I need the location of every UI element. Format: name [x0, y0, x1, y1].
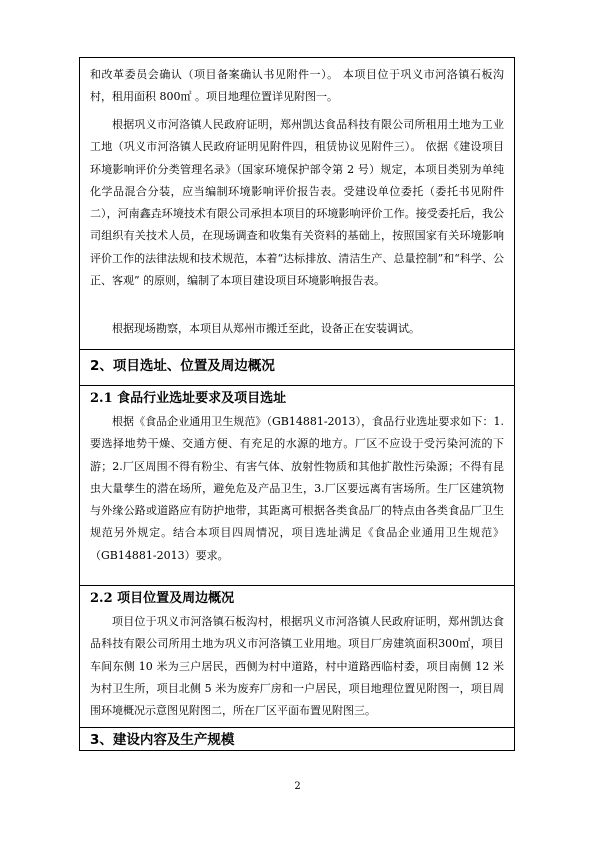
divider [80, 385, 514, 386]
section-2-2-heading: 2.2 项目位置及周边概况 [90, 591, 235, 606]
page-number: 2 [294, 781, 301, 792]
section-2-1-heading: 2.1 食品行业选址要求及项目选址 [90, 391, 287, 406]
paragraph-survey: 根据现场勘察，本项目从郑州市搬迁至此，设备正在安装调试。 [112, 322, 420, 335]
divider [80, 349, 514, 350]
paragraph-basis: 根据巩义市河洛镇人民政府证明，郑州凯达食品科技有限公司所租用土地为工业工地（巩义市河洛镇人民政府证明见附件四，租赁协议见附件三）。 依据《建设项目环境影响评价分类管理名录》（国家环境保护部令第 2 号）规定，本项目类别为单纯化学品混合分装，应当编制环境影响评价报告表。受建设单位委托（委托书见附件二），河南鑫垚环境技术有限公司承担本项目的环境影响评价工作。接受委托后，我公司组织有关技术人员，在现场调查和收集有关资料的基础上，按照国家有关环境影响评价工作的法律法规和技术规范，本着“达标排放、清洁生产、总量控制”和“科学、公正、客观” 的原则，编制了本项目建设项目环境影响报告表。 [90, 118, 504, 288]
section-2-heading: 2、项目选址、位置及周边概况 [90, 358, 275, 374]
document-table-frame [79, 57, 515, 751]
divider [80, 727, 514, 728]
divider [80, 585, 514, 586]
section-3-heading: 3、建设内容及生产规模 [90, 732, 235, 748]
paragraph-2-1: 根据《食品企业通用卫生规范》（GB14881-2013），食品行业选址要求如下：1.要选择地势干燥、交通方便、有充足的水源的地方。厂区不应设于受污染河流的下游；2.厂区周围不得有粉尘、有害气体、放射性物质和其他扩散性污染源；不得有昆虫大量孳生的潜在场所，避免危及产品卫生，3.厂区要远离有害场所。生厂区建筑物与外缘公路或道路应有防护地带，其距离可根据各类食品厂的特点由各类食品厂卫生规范另外规定。结合本项目四周情况，项目选址满足《食品企业通用卫生规范》（GB14881-2013）要求。 [90, 415, 504, 562]
paragraph-2-2: 项目位于巩义市河洛镇石板沟村，根据巩义市河洛镇人民政府证明，郑州凯达食品科技有限公司所用土地为巩义市河洛镇工业用地。项目厂房建筑面积300㎡，项目车间东侧 10 米为三户居民，西侧为村中道路，村中道路西临村委，项目南侧 12 米为村卫生所，项目北侧 5 米为废弃厂房和一户居民，项目地理位置见附图一，项目周围环境概况示意图见附图二，所在厂区平面布置见附图三。 [90, 615, 504, 718]
paragraph-intro: 和改革委员会确认（项目备案确认书见附件一）。 本项目位于巩义市河洛镇石板沟村，租用面积 800㎡ 。项目地理位置详见附图一。 [90, 68, 504, 104]
